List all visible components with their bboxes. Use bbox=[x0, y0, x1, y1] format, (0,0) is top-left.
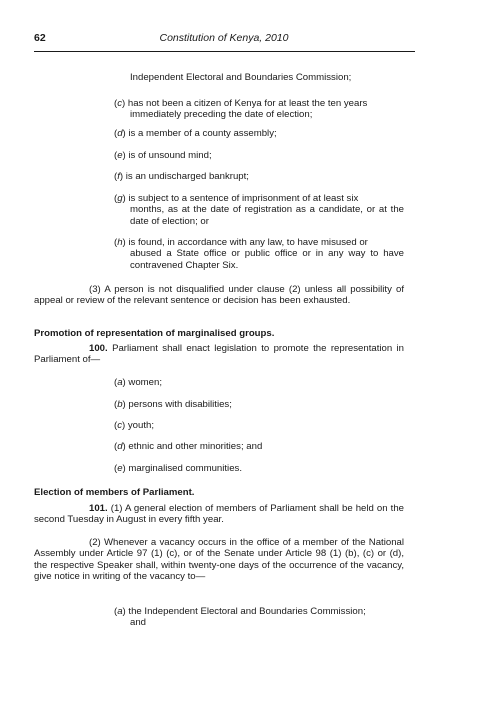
list-item-c: (c) has not been a citizen of Kenya for at least the ten years immediately preceding the date of election; bbox=[114, 98, 404, 121]
section-number: 101. bbox=[89, 503, 108, 514]
item-letter: b bbox=[117, 399, 123, 410]
item-text: ethnic and other minorities; and bbox=[128, 441, 263, 452]
list-item-g: (g) is subject to a sentence of imprisonment of at least six months, as at the date of registration as a candidate, or at the date of election; or bbox=[114, 193, 404, 227]
item-letter: g bbox=[117, 193, 123, 204]
item-text: marginalised communities. bbox=[128, 463, 242, 474]
item-text: the Independent Electoral and Boundaries Commission; bbox=[128, 606, 366, 617]
item-letter: e bbox=[117, 463, 123, 474]
item-letter: c bbox=[117, 98, 122, 109]
list-item-e: (e) marginalised communities. bbox=[114, 463, 242, 474]
section-100-body bbox=[34, 343, 404, 366]
item-text: is found, in accordance with any law, to have misused or bbox=[128, 237, 368, 248]
section-100-heading: Promotion of representation of marginalised groups. bbox=[34, 328, 275, 339]
item-letter: e bbox=[117, 150, 123, 161]
list-item-d: (d) is a member of a county assembly; bbox=[114, 128, 277, 139]
continuation-line: Independent Electoral and Boundaries Commission; bbox=[130, 72, 352, 83]
item-letter: d bbox=[117, 441, 123, 452]
item-text: persons with disabilities; bbox=[128, 399, 232, 410]
item-text: has not been a citizen of Kenya for at least the ten years bbox=[127, 98, 368, 109]
section-101-clause-1 bbox=[34, 503, 404, 526]
section-number: 100. bbox=[89, 343, 108, 354]
item-text: is a member of a county assembly; bbox=[128, 128, 277, 139]
item-text-rest: months, as at the date of registration as a candidate, or at the date of election; or bbox=[130, 204, 404, 227]
item-text: is an undischarged bankrupt; bbox=[125, 171, 249, 182]
item-text: youth; bbox=[127, 420, 155, 431]
item-letter: h bbox=[117, 237, 123, 248]
item-letter: a bbox=[117, 377, 123, 388]
section-text: Parliament shall enact legislation to promote the representation in Parliament of— bbox=[34, 343, 404, 366]
item-letter: a bbox=[117, 606, 123, 617]
header-rule bbox=[34, 51, 415, 52]
section-text: (1) A general election of members of Parliament shall be held on the second Tuesday in August in every fifth year. bbox=[34, 503, 404, 526]
list-item-a: (a) the Independent Electoral and Boundaries Commission; and bbox=[114, 606, 404, 629]
list-item-e: (e) is of unsound mind; bbox=[114, 150, 212, 161]
list-item-b: (b) persons with disabilities; bbox=[114, 399, 232, 410]
item-letter: d bbox=[117, 128, 123, 139]
section-101-heading: Election of members of Parliament. bbox=[34, 487, 195, 498]
clause-3: (3) A person is not disqualified under clause (2) unless all possibility of appeal or review of the relevant sentence or decision has been exhausted. bbox=[34, 284, 404, 307]
page-number: 62 bbox=[34, 32, 46, 44]
list-item-f: (f) is an undischarged bankrupt; bbox=[114, 171, 249, 182]
item-text: is of unsound mind; bbox=[128, 150, 212, 161]
section-101-clause-2: (2) Whenever a vacancy occurs in the office of a member of the National Assembly under Article 97 (1) (c), or of the Senate under Article 98 (1) (b), (c) or (d), the respective Speaker shall, within twenty-one days of the occurrence of the vacancy, give notice in writing of the vacancy to— bbox=[34, 537, 404, 583]
item-text-rest: and bbox=[130, 617, 147, 629]
item-text-rest: abused a State office or public office or in any way to have contravened Chapter Six. bbox=[130, 248, 404, 271]
list-item-h: (h) is found, in accordance with any law, to have misused or abused a State office or public office or in any way to have contravened Chapter Six. bbox=[114, 237, 404, 271]
page-header bbox=[34, 33, 414, 47]
item-text-rest: immediately preceding the date of election; bbox=[130, 109, 313, 121]
item-text: women; bbox=[128, 377, 163, 388]
list-item-d: (d) ethnic and other minorities; and bbox=[114, 441, 263, 452]
list-item-a: (a) women; bbox=[114, 377, 163, 388]
item-letter: c bbox=[117, 420, 122, 431]
page-title: Constitution of Kenya, 2010 bbox=[159, 32, 289, 44]
item-letter: f bbox=[117, 171, 120, 182]
list-item-c: (c) youth; bbox=[114, 420, 155, 431]
item-text: is subject to a sentence of imprisonment of at least six bbox=[128, 193, 359, 204]
